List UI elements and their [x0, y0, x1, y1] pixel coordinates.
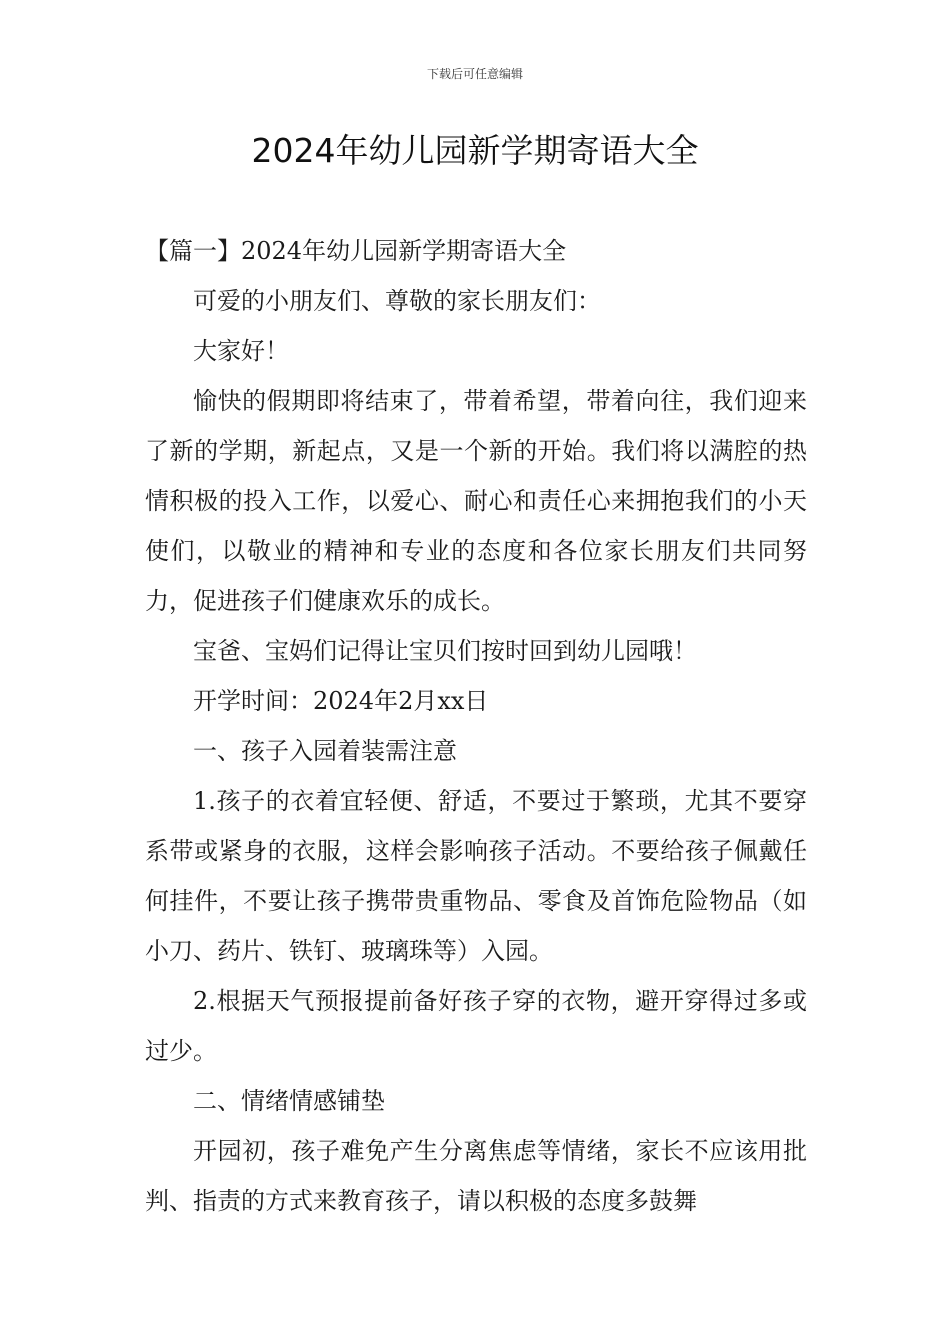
greeting-paragraph: 大家好！: [193, 337, 289, 365]
emotion-paragraph: 开园初，孩子难免产生分离焦虑等情绪，家长不应该用批判、指责的方式来教育孩子，请以积极的态度多鼓舞: [145, 1137, 807, 1215]
clothing-item-1: 1.孩子的衣着宜轻便、舒适，不要过于繁琐，尤其不要穿系带或紧身的衣服，这样会影响孩子活动。不要给孩子佩戴任何挂件，不要让孩子携带贵重物品、零食及首饰危险物品（如小刀、药片、铁钉、玻璃珠等）入园。: [145, 787, 807, 965]
document-title: 2024年幼儿园新学期寄语大全: [251, 131, 699, 170]
intro-paragraph: 愉快的假期即将结束了，带着希望，带着向往，我们迎来了新的学期，新起点，又是一个新的开始。我们将以满腔的热情积极的投入工作，以爱心、耐心和责任心来拥抱我们的小天使们，以敬业的精神和专业的态度和各位家长朋友们共同努力，促进孩子们健康欢乐的成长。: [145, 387, 807, 615]
start-date-paragraph: 开学时间：2024年2月xx日: [193, 687, 489, 715]
page-header-note: 下载后可任意编辑: [426, 67, 523, 81]
document-body: [145, 226, 807, 1226]
subheading-clothing: 一、孩子入园着装需注意: [193, 737, 457, 765]
section-heading: 【篇一】2024年幼儿园新学期寄语大全: [145, 237, 567, 265]
salutation-paragraph: 可爱的小朋友们、尊敬的家长朋友们：: [193, 287, 601, 315]
reminder-paragraph: 宝爸、宝妈们记得让宝贝们按时回到幼儿园哦！: [193, 637, 697, 665]
subheading-emotion: 二、情绪情感铺垫: [193, 1087, 385, 1115]
clothing-item-2: 2.根据天气预报提前备好孩子穿的衣物，避开穿得过多或过少。: [145, 987, 807, 1065]
